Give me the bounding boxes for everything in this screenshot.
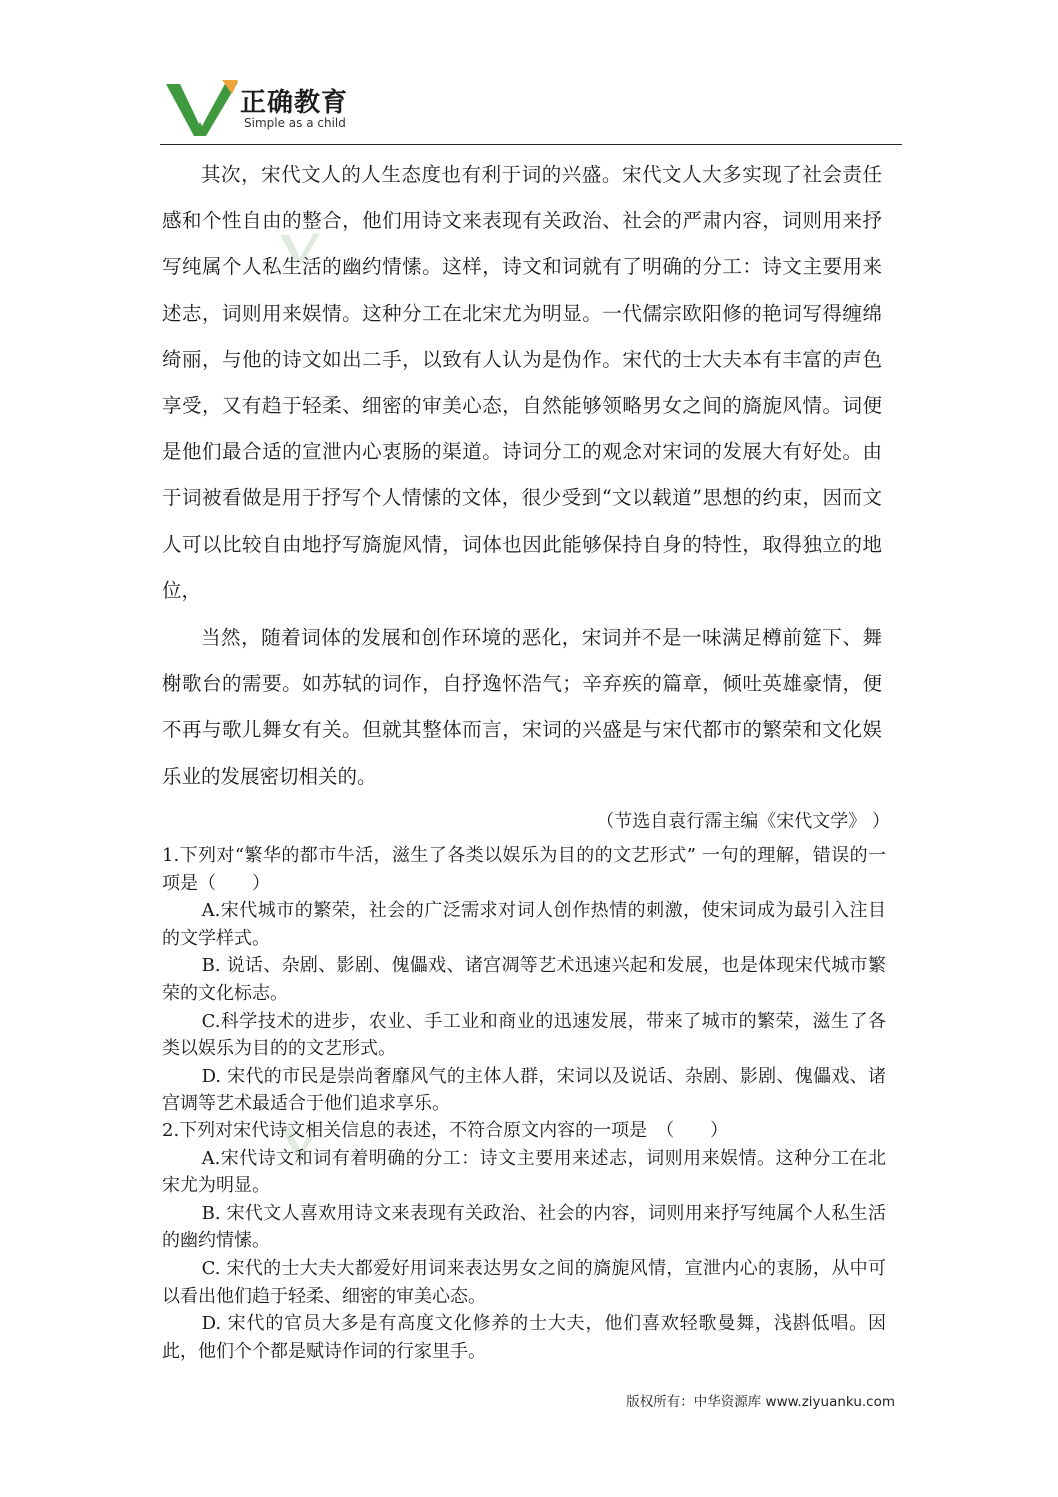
brand-name: 正确教育 — [240, 88, 349, 118]
article-paragraph-2: 当然，随着词体的发展和创作环境的恶化，宋词并不是一味满足樽前筵下、舞榭歌台的需要。如苏轼的词作，自抒逸怀浩气；辛弃疾的篇章，倾吐英雄豪情，便不再与歌儿舞女有关。但就其整体而言，宋词的兴盛是与宋代都市的繁荣和文化娱乐业的发展密切相关的。 — [162, 626, 882, 788]
question-stem: 1.下列对“繁华的都市牛活，滋生了各类以娱乐为目的的文艺形式” 一句的理解，错误的一项是（ ） — [162, 845, 886, 894]
option-a: A.宋代诗文和词有着明确的分工：诗文主要用来述志，词则用来娱情。这种分工在北宋尤为明显。 — [162, 1147, 886, 1197]
option-b: B. 宋代文人喜欢用诗文来表现有关政治、社会的内容，词则用来抒写纯属个人私生活的幽约情愫。 — [162, 1202, 886, 1252]
option-d: D. 宋代的市民是崇尚奢靡风气的主体人群，宋词以及说话、杂剧、影剧、傀儡戏、诸宫调等艺术最适合于他们追求享乐。 — [162, 1065, 886, 1115]
option-b: B. 说话、杂剧、影剧、傀儡戏、诸宫凋等艺术迅速兴起和发展，也是体现宋代城市繁荣的文化标志。 — [162, 955, 886, 1004]
question-1 — [162, 842, 886, 1118]
check-logo-icon — [166, 80, 238, 136]
header-divider — [160, 144, 902, 145]
question-2 — [162, 1117, 886, 1365]
copyright-footer: 版权所有：中华资源库 www.ziyuanku.com — [626, 1394, 895, 1410]
page-header — [160, 78, 902, 146]
article-paragraph-1: 其次，宋代文人的人生态度也有利于词的兴盛。宋代文人大多实现了社会责任感和个性自由的整合，他们用诗文来表现有关政治、社会的严肃内容，词则用来抒写纯属个人私生活的幽约情愫。这样，诗文和词就有了明确的分工：诗文主要用来述志，词则用来娱情。这种分工在北宋尤为明显。一代儒宗欧阳修的艳词写得缠绵绮丽，与他的诗文如出二手，以致有人认为是伪作。宋代的士大夫本有丰富的声色享受，又有趋于轻柔、细密的审美心态，自然能够领略男女之间的旖旎风情。词便是他们最合适的宣泄内心衷肠的渠道。诗词分工的观念对宋词的发展大有好处。由于词被看做是用于抒写个人情愫的文体，很少受到“文以载道”思想的约束，因而文人可以比较自由地抒写旖旎风情，词体也因此能够保持自身的特性，取得独立的地位， — [162, 163, 882, 602]
question-stem: 2.下列对宋代诗文相关信息的表述，不符合原文内容的一项是 （ ） — [162, 1120, 729, 1141]
option-a: A.宋代城市的繁荣，社会的广泛需求对词人创作热情的刺激，使宋词成为最引入注目的文学样式。 — [162, 900, 886, 949]
option-d: D. 宋代的官员大多是有高度文化修养的士大夫，他们喜欢轻歌曼舞，浅斟低唱。因此，他们个个都是赋诗作词的行家里手。 — [162, 1313, 886, 1362]
option-c: C.科学技术的进步，农业、手工业和商业的迅速发展，带来了城市的繁荣，滋生了各类以娱乐为目的的文艺形式。 — [162, 1010, 886, 1060]
source-citation: （节选自袁行霈主编《宋代文学》 ） — [596, 811, 890, 832]
brand-slogan: Simple as a child — [244, 116, 346, 130]
option-c: C. 宋代的士大夫大都爱好用词来表达男女之间的旖旎风情，宣泄内心的衷肠，从中可以看出他们趋于轻柔、细密的审美心态。 — [162, 1257, 886, 1307]
